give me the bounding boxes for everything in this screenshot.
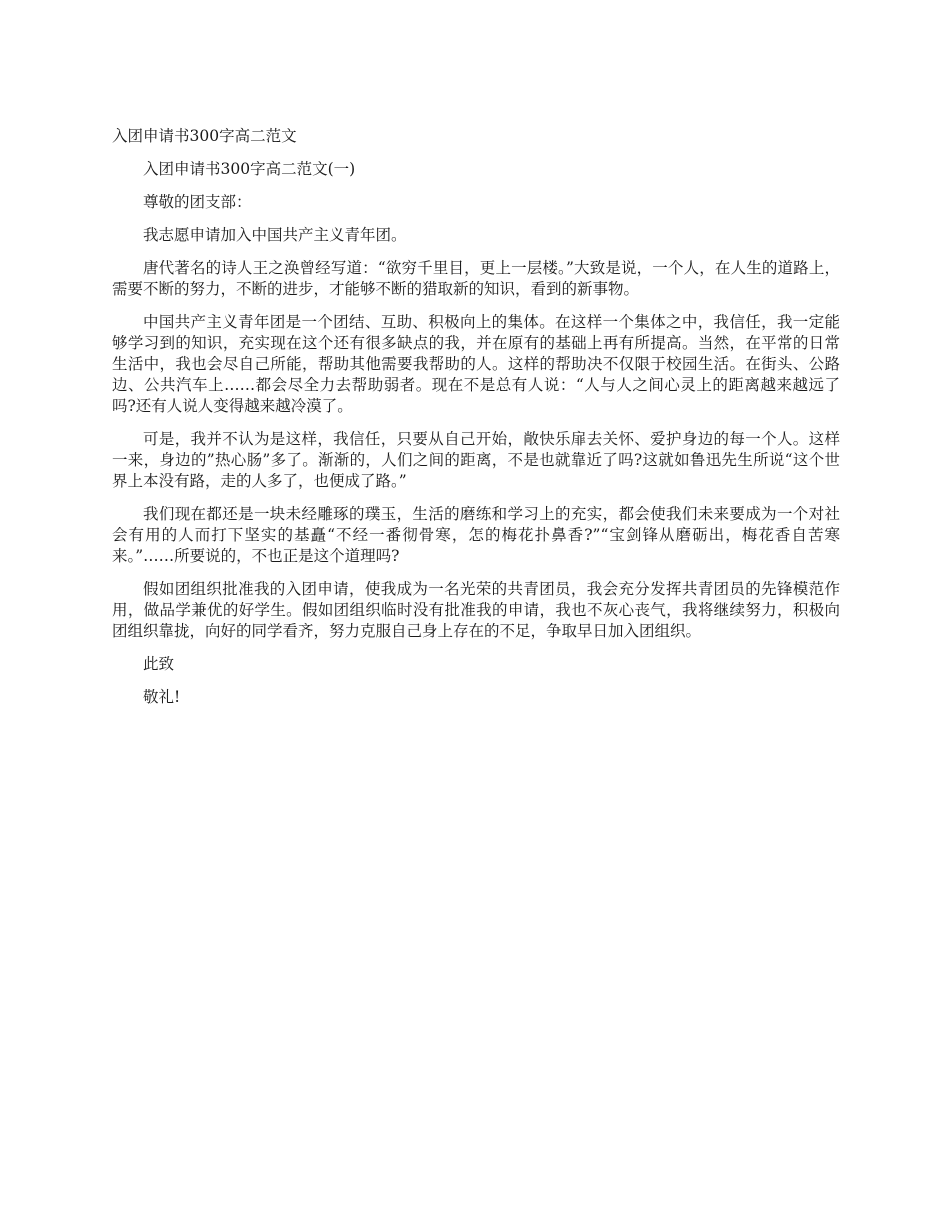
body-paragraph: 可是，我并不认为是这样，我信任，只要从自己开始，敞快乐扉去关怀、爱护身边的每一个人。这样一来，身边的”热心肠”多了。渐渐的，人们之间的距离，不是也就靠近了吗?这就如鲁迅先生所说“这个世界上本没有路，走的人多了，也便成了路。” (112, 430, 840, 490)
closing-paragraph: 敬礼! (143, 688, 181, 706)
body-paragraph: 假如团组织批准我的入团申请，使我成为一名光荣的共青团员，我会充分发挥共青团员的先锋模范作用，做品学兼优的好学生。假如团组织临时没有批准我的申请，我也不灰心丧气，我将继续努力，积极向团组织靠拢，向好的同学看齐，努力克服自己身上存在的不足，争取早日加入团组织。 (112, 580, 840, 640)
body-paragraph: 我们现在都还是一块未经雕琢的璞玉，生活的磨练和学习上的充实，都会使我们未来要成为一个对社会有用的人而打下坚实的基矗“不经一番彻骨寒，怎的梅花扑鼻香?”“宝剑锋从磨砺出，梅花香自苦寒来。”……所要说的，不也正是这个道理吗? (112, 505, 840, 565)
document-page (112, 126, 840, 720)
subtitle-paragraph: 入团申请书300字高二范文(一) (143, 160, 356, 178)
body-paragraph: 唐代著名的诗人王之涣曾经写道：“欲穷千里目，更上一层楼。”大致是说，一个人，在人生的道路上，需要不断的努力，不断的进步，才能够不断的猎取新的知识，看到的新事物。 (112, 259, 840, 298)
closing-paragraph: 此致 (143, 655, 175, 673)
salutation-paragraph: 尊敬的团支部： (143, 193, 252, 211)
body-paragraph: 中国共产主义青年团是一个团结、互助、积极向上的集体。在这样一个集体之中，我信任，我一定能够学习到的知识，充实现在这个还有很多缺点的我，并在原有的基础上再有所提高。当然，在平常的日常生活中，我也会尽自己所能，帮助其他需要我帮助的人。这样的帮助决不仅限于校园生活。在街头、公路边、公共汽车上……都会尽全力去帮助弱者。现在不是总有人说：“人与人之间心灵上的距离越来越远了吗?还有人说人变得越来越冷漠了。 (112, 313, 840, 415)
body-paragraph: 我志愿申请加入中国共产主义青年团。 (143, 226, 407, 244)
document-title: 入团申请书300字高二范文 (112, 127, 297, 145)
